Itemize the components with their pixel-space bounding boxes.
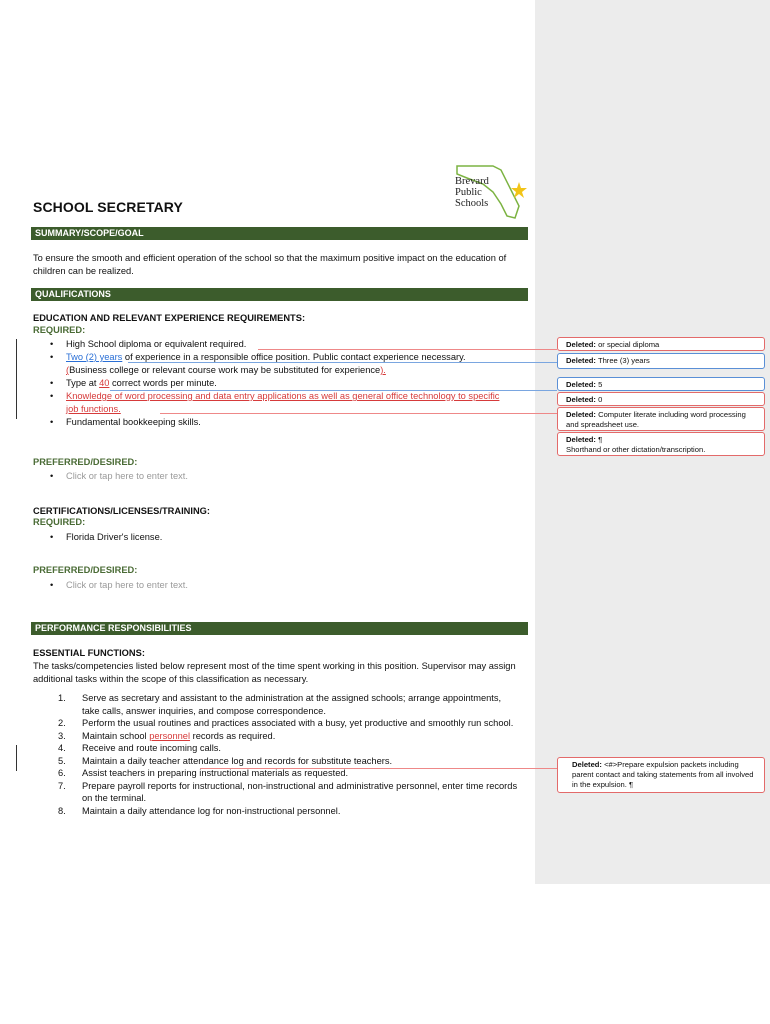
page-title: SCHOOL SECRETARY [33, 199, 183, 215]
list-item[interactable]: • Click or tap here to enter text. [50, 471, 188, 481]
comment-label: Deleted: [566, 356, 596, 365]
section-bar-qualifications: QUALIFICATIONS [31, 288, 528, 301]
comment-text: or special diploma [595, 340, 660, 349]
req-item-1-text: High School diploma or equivalent [66, 339, 208, 349]
req-item-3-pre: Type at [66, 378, 100, 388]
list-item: • Florida Driver's license. [50, 532, 163, 542]
change-bar [16, 339, 17, 419]
item-number: 8. [58, 805, 66, 816]
comment-label: Deleted: [566, 435, 596, 444]
list-item [50, 780, 520, 805]
list-item: • Fundamental bookkeeping skills. [50, 417, 201, 427]
certifications-heading: CERTIFICATIONS/LICENSES/TRAINING: [33, 506, 210, 516]
item-number: 2. [58, 718, 66, 728]
item-number: 1. [58, 693, 66, 703]
comment-connector [128, 362, 557, 363]
item-number: 4. [58, 743, 66, 753]
function-text: Maintain a daily teacher attendance log and records for substitute teachers. [82, 755, 393, 766]
comment-label: Deleted: [566, 395, 596, 404]
req-item-2-line2: Business college or relevant course work may be substituted for experience [69, 365, 381, 375]
list-item: • Two (2) years of experience in a responsible office position. Public contact experience necessary. (Business college or relevant course work may be substituted for experience). [50, 352, 466, 375]
item-number: 7. [58, 780, 66, 791]
list-item [50, 692, 520, 717]
item-number: 5. [58, 755, 66, 766]
preferred-label: PREFERRED/DESIRED: [33, 457, 138, 467]
deleted-comment-balloon[interactable] [557, 392, 765, 406]
list-item [50, 755, 520, 768]
change-bar [16, 745, 17, 771]
inserted-text: ( [66, 365, 70, 375]
logo-line-2: Public [455, 187, 482, 198]
list-item: • Knowledge of word processing and data entry applications as well as general office technology to specific job functions. [50, 391, 500, 414]
function-text: Receive and route incoming calls. [82, 743, 222, 753]
cert-required-list [50, 531, 510, 544]
cert-required-label: REQUIRED: [33, 517, 86, 527]
section-bar-performance: PERFORMANCE RESPONSIBILITIES [31, 622, 528, 635]
req-item-1-end: required. [207, 339, 247, 349]
function-text: Perform the usual routines and practices associated with a busy, yet productive and smoothly run school. [82, 718, 514, 728]
deleted-comment-balloon[interactable] [557, 337, 765, 351]
comment-label: Deleted: [566, 340, 596, 349]
placeholder-field[interactable]: Click or tap here to enter text. [66, 471, 188, 481]
function-text: Maintain school [82, 730, 150, 741]
list-item[interactable]: • Click or tap here to enter text. [50, 580, 188, 590]
list-item [50, 742, 520, 755]
brevard-logo [453, 160, 529, 222]
preferred-list [50, 470, 510, 483]
inserted-text: Two (2) years [66, 352, 123, 362]
essential-intro: The tasks/competencies listed below represent most of the time spent working in this position. Supervisor may assign additional tasks within the scope of this classification as necessary. [33, 661, 516, 684]
comment-text: <#>Prepare expulsion packets including parent contact and taking statements from all involved in the expulsion. ¶ [572, 760, 754, 789]
required-label: REQUIRED: [33, 325, 86, 335]
list-item: • High School diploma or equivalent required. [50, 339, 247, 349]
deleted-comment-balloon[interactable] [557, 353, 765, 369]
function-text: Assist teachers in preparing instructional materials as requested. [82, 768, 349, 778]
placeholder-field[interactable]: Click or tap here to enter text. [66, 580, 188, 590]
inserted-text: Knowledge of word processing and data entry applications as well as general office technology to specific job functions. [66, 391, 500, 414]
education-heading: EDUCATION AND RELEVANT EXPERIENCE REQUIREMENTS: [33, 313, 306, 323]
item-number: 3. [58, 730, 66, 741]
comment-text: 5 [595, 380, 603, 389]
comment-connector [258, 349, 557, 350]
logo-line-1: Brevard [455, 176, 489, 187]
section-bar-summary: SUMMARY/SCOPE/GOAL [31, 227, 528, 240]
deleted-comment-balloon[interactable] [557, 432, 765, 456]
req-item-2-text: of experience in a responsible office position. Public contact experience necessary. [122, 352, 466, 362]
list-item [50, 805, 520, 818]
required-list [50, 338, 510, 429]
comment-text: Computer literate including word processing and spreadsheet use. [566, 410, 746, 429]
list-item [50, 717, 520, 730]
comment-text: Three (3) years [595, 356, 650, 365]
comment-connector [160, 413, 557, 414]
function-text: Prepare payroll reports for instructional, non-instructional and administrative personnel, enter time records on the terminal. [82, 780, 518, 803]
cert-preferred-label: PREFERRED/DESIRED: [33, 565, 138, 575]
inserted-text: 40 [99, 378, 110, 388]
essential-heading: ESSENTIAL FUNCTIONS: [33, 648, 145, 658]
comment-connector [200, 768, 557, 769]
comment-text: ¶ [595, 435, 603, 444]
summary-text: To ensure the smooth and efficient operation of the school so that the maximum positive impact on the education of children can be realized. [33, 253, 507, 276]
function-text: Serve as secretary and assistant to the administration at the assigned schools; arrange appointments, take calls, answer inquiries, and compose correspondence. [82, 693, 502, 716]
comment-text: 0 [595, 395, 603, 404]
inserted-text: personnel [149, 730, 191, 741]
comment-label: Deleted: [566, 380, 596, 389]
inserted-text: ). [380, 365, 386, 375]
comment-text: Shorthand or other dictation/transcription. [566, 445, 706, 454]
comment-label: Deleted: [572, 760, 602, 769]
comment-label: Deleted: [566, 410, 596, 419]
functions-list [50, 692, 520, 817]
function-text: Maintain a daily attendance log for non-instructional personnel. [82, 805, 341, 816]
comment-connector [110, 390, 557, 391]
cert-preferred-list [50, 579, 510, 592]
deleted-comment-balloon[interactable] [557, 757, 765, 793]
logo-line-3: Schools [455, 198, 489, 209]
list-item: • Type at 40 correct words per minute. [50, 378, 217, 388]
list-item [50, 730, 520, 743]
deleted-comment-balloon[interactable] [557, 407, 765, 431]
req-item-3-text: correct words per minute. [109, 378, 217, 388]
deleted-comment-balloon[interactable] [557, 377, 765, 391]
cert-item-text: Florida Driver's license. [66, 532, 163, 542]
req-item-5-text: Fundamental bookkeeping skills. [66, 417, 201, 427]
function-text: records as required. [190, 730, 276, 741]
item-number: 6. [58, 768, 66, 778]
